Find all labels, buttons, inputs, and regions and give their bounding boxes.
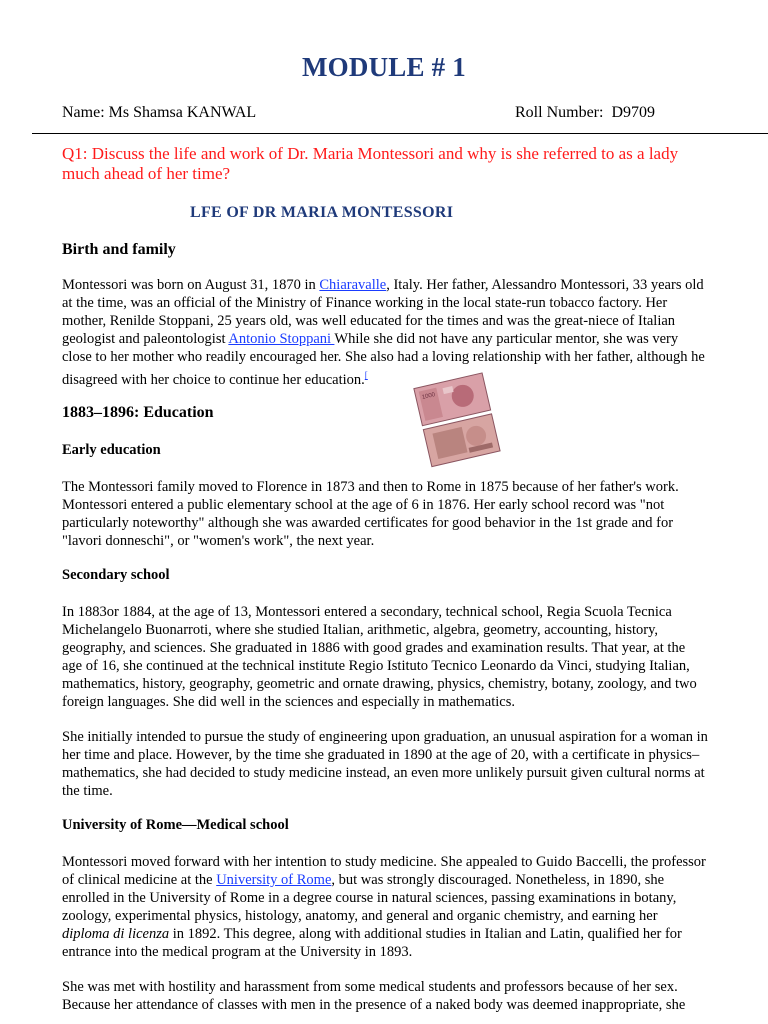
paragraph-birth	[62, 276, 742, 389]
question-line-2: much ahead of her time?	[62, 164, 231, 183]
paragraph-hostility	[62, 978, 742, 1014]
text-line: She was met with hostility and harassment from some medical students and professors because of her sex.	[62, 979, 678, 995]
section-title: LFE OF DR MARIA MONTESSORI	[190, 204, 454, 221]
text-line: mathematics, history, geography, geometric and ornate drawing, physics, chemistry, botany, zoology, and two	[62, 676, 697, 692]
text-line: particularly noteworthy" although she was awarded certificates for good behavior in the 1st grade and for	[62, 515, 674, 531]
link-chiaravalle[interactable]: Chiaravalle	[319, 277, 387, 293]
text-line: "lavori donneschi", or "women's work", the next year.	[62, 533, 375, 549]
question-text	[62, 144, 742, 184]
text-line: zoology, experimental physics, histology, anatomy, and general and organic chemistry, and earning her	[62, 908, 658, 924]
roll-number-value: D9709	[611, 104, 655, 121]
question-line-1: Q1: Discuss the life and work of Dr. Maria Montessori and why is she referred to as a lady	[62, 144, 679, 163]
text-line: at the time, was an official of the Ministry of Finance working in the local state-run tobacco factory. Her	[62, 295, 668, 311]
text-line: geologist and paleontologist Antonio Stoppani While she did not have any particular mentor, she was very	[62, 331, 679, 347]
footnote-link[interactable]: [	[364, 370, 368, 380]
banknote-picture	[410, 372, 502, 468]
link-antonio-stoppani[interactable]: Antonio Stoppani	[228, 331, 335, 347]
text-line: of clinical medicine at the University of Rome, but was strongly discouraged. Nonetheless, in 1890, she	[62, 872, 665, 888]
text-line: Montessori was born on August 31, 1870 in Chiaravalle, Italy. Her father, Alessandro Montessori, 33 years old	[62, 277, 704, 293]
text-line: disagreed with her choice to continue her education.[	[62, 370, 368, 388]
heading-secondary-school: Secondary school	[62, 567, 170, 583]
page-title: MODULE # 1	[302, 52, 466, 82]
header-divider	[32, 133, 768, 134]
student-name: Name: Ms Shamsa KANWAL	[62, 104, 257, 121]
text-line: enrolled in the University of Rome in a degree course in natural sciences, passing examinations in botany,	[62, 890, 677, 906]
text-line: She initially intended to pursue the study of engineering upon graduation, an unusual aspiration for a woman in	[62, 729, 708, 745]
text-line: geography, and sciences. She graduated in 1886 with good grades and examination results. That year, at the	[62, 640, 686, 656]
text-line: In 1883or 1884, at the age of 13, Montessori entered a secondary, technical school, Regia Scuola Tecnica	[62, 604, 672, 620]
text-line: entrance into the medical program at the University in 1893.	[62, 944, 413, 960]
banknote-image	[410, 372, 502, 468]
paragraph-university-rome	[62, 853, 742, 961]
text-line: mother, Renilde Stoppani, 25 years old, was well educated for the times and was the great-niece of Italian	[62, 313, 676, 329]
heading-education: 1883–1896: Education	[62, 404, 214, 421]
text-line: her time and place. However, by the time she graduated in 1890 at the age of 20, with a certificate in physics–	[62, 747, 700, 763]
heading-birth-family: Birth and family	[62, 241, 176, 258]
paragraph-engineering	[62, 728, 742, 800]
heading-university-rome: University of Rome—Medical school	[62, 817, 289, 833]
roll-number	[515, 104, 655, 122]
roll-number-label: Roll Number:	[515, 104, 604, 121]
text-line: the time.	[62, 783, 113, 799]
svg-text:1000: 1000	[421, 392, 436, 401]
paragraph-secondary-school	[62, 603, 742, 711]
text-line: diploma di licenza in 1892. This degree, along with additional studies in Italian and Latin, qualified her for	[62, 926, 682, 942]
paragraph-early-education	[62, 478, 742, 550]
text-line: Michelangelo Buonarroti, where she studied Italian, arithmetic, algebra, geometry, accounting, history,	[62, 622, 659, 638]
link-university-of-rome[interactable]: University of Rome	[216, 872, 332, 888]
text-line: Because her attendance of classes with men in the presence of a naked body was deemed inappropriate, she	[62, 997, 686, 1013]
text-line: Montessori entered a public elementary school at the age of 6 in 1876. Her early school record was "not	[62, 497, 665, 513]
text-line: close to her mother who readily encouraged her. She also had a loving relationship with her father, although he	[62, 349, 705, 365]
text-line: The Montessori family moved to Florence in 1873 and then to Rome in 1875 because of her father's work.	[62, 479, 679, 495]
text-line: mathematics, she had decided to study medicine instead, an even more unlikely pursuit given cultural norms at	[62, 765, 705, 781]
text-line: foreign languages. She did well in the sciences and especially in mathematics.	[62, 694, 515, 710]
text-line: Montessori moved forward with her intention to study medicine. She appealed to Guido Baccelli, the professor	[62, 854, 706, 870]
text-line: age of 16, she continued at the technical institute Regio Istituto Tecnico Leonardo da Vinci, studying Italian,	[62, 658, 690, 674]
heading-early-education: Early education	[62, 442, 161, 458]
